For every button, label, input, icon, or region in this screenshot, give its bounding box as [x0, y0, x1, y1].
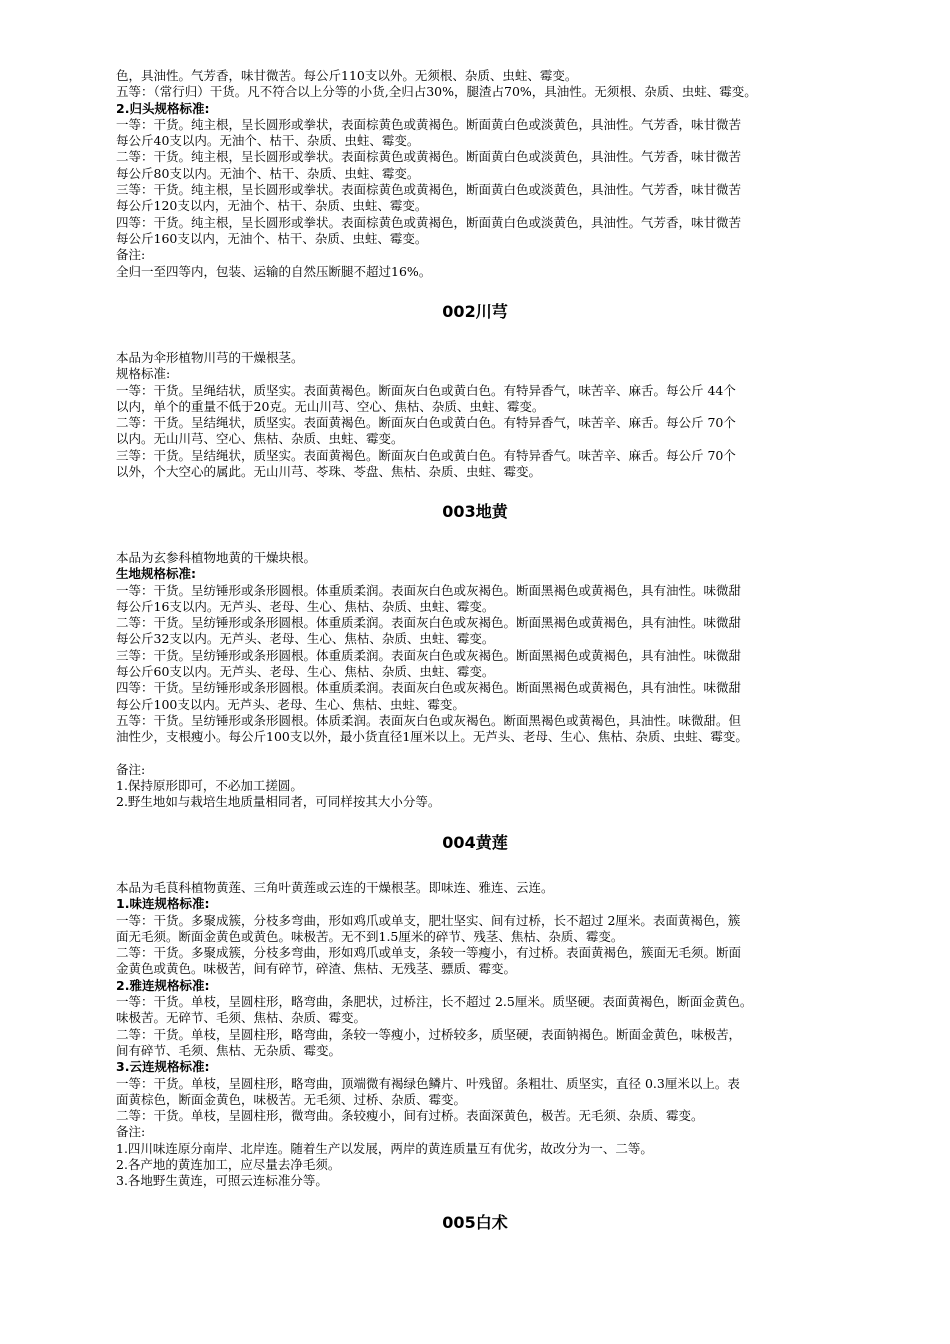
text-line: 三等：干货。呈纺锤形或条形圆根。体重质柔润。表面灰白色或灰褐色。断面黑褐色或黄褐色，具有油性。味微甜 [116, 647, 742, 663]
text-line: 备注: [116, 761, 146, 777]
text-line: 油性少，支根瘦小。每公斤100支以外，最小货直径1厘米以上。无芦头、老母、生心、焦枯、杂质、虫蛀、霉变。 [116, 729, 748, 745]
text-line: 以内。无山川芎、空心、焦枯、杂质、虫蛀、霉变。 [116, 431, 404, 447]
text-line: 一等：干货。单枝，呈圆柱形，略弯曲，条肥状，过桥注，长不超过 2.5厘米。质坚硬。表面黄褐色，断面金黄色。 [116, 994, 753, 1010]
section-title-003: 003地黄 [442, 502, 508, 521]
subheading-guitou: 2.归头规格标准: [116, 100, 210, 116]
subheading-yalian: 2.雅连规格标准: [116, 977, 210, 993]
text-line: 本品为玄参科植物地黄的干燥块根。 [116, 550, 317, 565]
text-line: 味极苦。无碎节、毛须、焦枯、杂质、霉变。 [116, 1010, 367, 1026]
text-line: 三等：干货。纯主根，呈长圆形或拳状。表面棕黄色或黄褐色，断面黄白色或淡黄色，具油性。气芳香，味甘微苦 [116, 182, 742, 198]
text-line: 五等：干货。呈纺锤形或条形圆根。体质柔润。表面灰白色或灰褐色。断面黑褐色或黄褐色，具油性。味微甜。但 [116, 712, 742, 728]
text-line: 每公斤160支以内，无油个、枯干、杂质、虫蛀、霉变。 [116, 230, 428, 246]
text-line: 二等：干货。呈结绳状，质坚实。表面黄褐色。断面灰白色或黄白色。有特异香气，味苦辛、麻舌。每公斤 70个 [116, 415, 736, 431]
text-line: 三等：干货。呈结绳状，质坚实。表面黄褐色。断面灰白色或黄白色。有特异香气。味苦辛、麻舌。每公斤 70个 [116, 447, 736, 463]
text-line: 一等：干货。单枝，呈圆柱形，略弯曲，顶端微有褐绿色鳞片、叶残留。条粗壮、质坚实，直径 0.3厘米以上。表 [116, 1075, 740, 1091]
text-line: 面无毛须。断面金黄色或黄色。味极苦。无不到1.5厘米的碎节、残茎、焦枯、杂质、霉变。 [116, 928, 624, 944]
text-line: 一等：干货。多聚成簇，分枝多弯曲，形如鸡爪或单支，肥壮坚实、间有过桥，长不超过 2厘米。表面黄褐色，簇 [116, 912, 741, 928]
text-line: 每公斤40支以内。无油个、枯干、杂质、虫蛀、霉变。 [116, 133, 420, 149]
subheading-yunlian: 3.云连规格标准: [116, 1059, 210, 1075]
text-line: 以内，单个的重量不低于20克。无山川芎、空心、焦枯、杂质、虫蛀、霉变。 [116, 398, 545, 414]
section-004-body [116, 880, 840, 1190]
text-line: 以外，个大空心的属此。无山川芎、苓珠、苓盘、焦枯、杂质、虫蛀、霉变。 [116, 464, 542, 480]
text-line: 每公斤80支以内。无油个、枯干、杂质、虫蛀、霉变。 [116, 165, 420, 181]
text-line: 五等：（常行归）干货。凡不符合以上分等的小货,全归占30%，腿渣占70%，具油性。无须根、杂质、虫蛀、霉变。 [116, 84, 757, 100]
text-line: 每公斤32支以内。无芦头、老母、生心、焦枯、杂质、虫蛀、霉变。 [116, 631, 495, 647]
text-line: 本品为毛茛科植物黄莲、三角叶黄莲或云连的干燥根茎。即味连、雅连、云连。 [116, 880, 554, 895]
text-line: 1.四川味连原分南岸、北岸连。随着生产以发展，两岸的黄连质量互有优劣，故改分为一、二等。 [116, 1140, 653, 1156]
text-line: 备注: [116, 247, 146, 263]
text-line: 1.保持原形即可，不必加工搓圆。 [116, 778, 303, 794]
text-line: 每公斤100支以内。无芦头、老母、生心、焦枯、虫蛀、霉变。 [116, 696, 465, 712]
text-line: 每公斤16支以内。无芦头、老母、生心、焦枯、杂质、虫蛀、霉变。 [116, 598, 495, 614]
text-line: 二等：干货。多聚成簇，分枝多弯曲，形如鸡爪或单支，条较一等瘦小，有过桥。表面黄褐色，簇面无毛须。断面 [116, 945, 742, 961]
section-title-004: 004黄莲 [442, 833, 508, 852]
text-line: 二等：干货。单枝，呈圆柱形，微弯曲。条较瘦小，间有过桥。表面深黄色，极苦。无毛须、杂质、霉变。 [116, 1108, 704, 1124]
text-line: 间有碎节、毛须、焦枯、无杂质、霉变。 [116, 1042, 342, 1058]
section-002-body [116, 350, 840, 480]
section-001-continuation [116, 68, 840, 280]
text-line: 四等：干货。纯主根，呈长圆形或拳状。表面棕黄色或黄褐色，断面黄白色或淡黄色，具油性。气芳香，味甘微苦 [116, 214, 742, 230]
text-line: 面黄棕色，断面金黄色，味极苦。无毛须、过桥、杂质、霉变。 [116, 1091, 467, 1107]
section-title-005: 005白术 [442, 1213, 508, 1232]
section-title-002: 002川芎 [442, 302, 508, 321]
section-003-body [116, 550, 840, 811]
text-line: 每公斤120支以内，无油个、枯干、杂质、虫蛀、霉变。 [116, 198, 428, 214]
subheading-weilian: 1.味连规格标准: [116, 896, 210, 912]
text-line: 二等：干货。单枝，呈圆柱形，略弯曲，条较一等瘦小，过桥较多，质坚硬，表面钠褐色。断面金黄色，味极苦， [116, 1026, 742, 1042]
text-line: 一等：干货。呈纺锤形或条形圆根。体重质柔润。表面灰白色或灰褐色。断面黑褐色或黄褐色，具有油性。味微甜 [116, 582, 742, 598]
text-line: 四等：干货。呈纺锤形或条形圆根。体重质柔润。表面灰白色或灰褐色。断面黑褐色或黄褐色，具有油性。味微甜 [116, 680, 742, 696]
text-line: 每公斤60支以内。无芦头、老母、生心、焦枯、杂质、虫蛀、霉变。 [116, 664, 495, 680]
text-line: 一等：干货。呈绳结状，质坚实。表面黄褐色。断面灰白色或黄白色。有特异香气，味苦辛、麻舌。每公斤 44个 [116, 382, 736, 398]
spacer [116, 746, 840, 762]
text-line: 备注: [116, 1124, 146, 1140]
text-line: 色，具油性。气芳香，味甘微苦。每公斤110支以外。无须根、杂质、虫蛀、霉变。 [116, 68, 578, 83]
text-line: 3.各地野生黄连，可照云连标准分等。 [116, 1173, 328, 1189]
text-line: 一等：干货。纯主根，呈长圆形或拳状，表面棕黄色或黄褐色。断面黄白色或淡黄色，具油性。气芳香，味甘微苦 [116, 116, 742, 132]
text-line: 2.野生地如与栽培生地质量相同者，可同样按其大小分等。 [116, 794, 441, 810]
text-line: 2.各产地的黄连加工，应尽量去净毛须。 [116, 1157, 341, 1173]
text-line: 全归一至四等内，包装、运输的自然压断腿不超过16%。 [116, 263, 432, 279]
text-line: 金黄色或黄色。味极苦，间有碎节，碎渣、焦枯、无残茎、骠质、霉变。 [116, 961, 517, 977]
text-line: 二等：干货。纯主根，呈长圆形或拳状。表面棕黄色或黄褐色。断面黄白色或淡黄色，具油性。气芳香，味甘微苦 [116, 149, 742, 165]
text-line: 本品为伞形植物川芎的干燥根茎。 [116, 350, 304, 365]
text-line: 二等：干货。呈纺锤形或条形圆根。体重质柔润。表面灰白色或灰褐色。断面黑褐色或黄褐色，具有油性。味微甜 [116, 615, 742, 631]
subheading-shengdi: 生地规格标准: [116, 566, 196, 582]
text-line: 规格标准: [116, 366, 171, 382]
